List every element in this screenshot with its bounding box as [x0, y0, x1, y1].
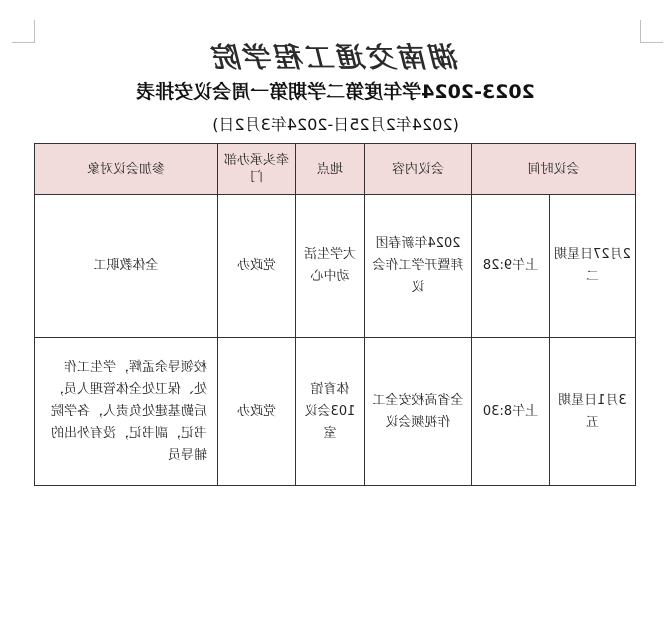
- meeting-schedule-table: [34, 143, 636, 486]
- school-logo-text: 湖南交通工程学院: [211, 41, 460, 74]
- header-meeting-time: 会议时间: [471, 144, 635, 195]
- cell-organizer: 党政办: [217, 338, 295, 486]
- header-organizer: 牵头承办部门: [217, 144, 295, 195]
- cell-location: 大学生活动中心: [295, 195, 364, 338]
- cell-organizer: 党政办: [217, 195, 295, 338]
- page-title: 2023-2024学年度第二学期第一周会议安排表: [136, 81, 535, 103]
- cell-time: 上午8:30: [471, 338, 549, 486]
- header-attendees: 参加会议对象: [34, 144, 217, 195]
- table-header-row: [34, 144, 635, 195]
- cell-date: 3月1日星期五: [550, 338, 636, 486]
- cell-date: 2月27日星期二: [550, 195, 636, 338]
- cell-location: 体育馆103会议室: [295, 338, 364, 486]
- cell-time: 上午9:28: [471, 195, 549, 338]
- cell-content: 2024年新春团拜暨开学工作会议: [364, 195, 471, 338]
- table-row: [34, 338, 635, 486]
- cell-content: 全省高校安全工作视频会议: [364, 338, 471, 486]
- header-meeting-content: 会议内容: [364, 144, 471, 195]
- date-range: (2024年2月25日-2024年3月2日): [212, 115, 459, 134]
- cell-attendees: 校领导余孟辉，学生工作处、保卫处全体管理人员，后勤基建处负责人，各学院书记，副书记，没有外出的辅导员: [34, 338, 217, 486]
- cell-attendees: 全体教职工: [34, 195, 217, 338]
- table-row: [34, 195, 635, 338]
- header-location: 地点: [295, 144, 364, 195]
